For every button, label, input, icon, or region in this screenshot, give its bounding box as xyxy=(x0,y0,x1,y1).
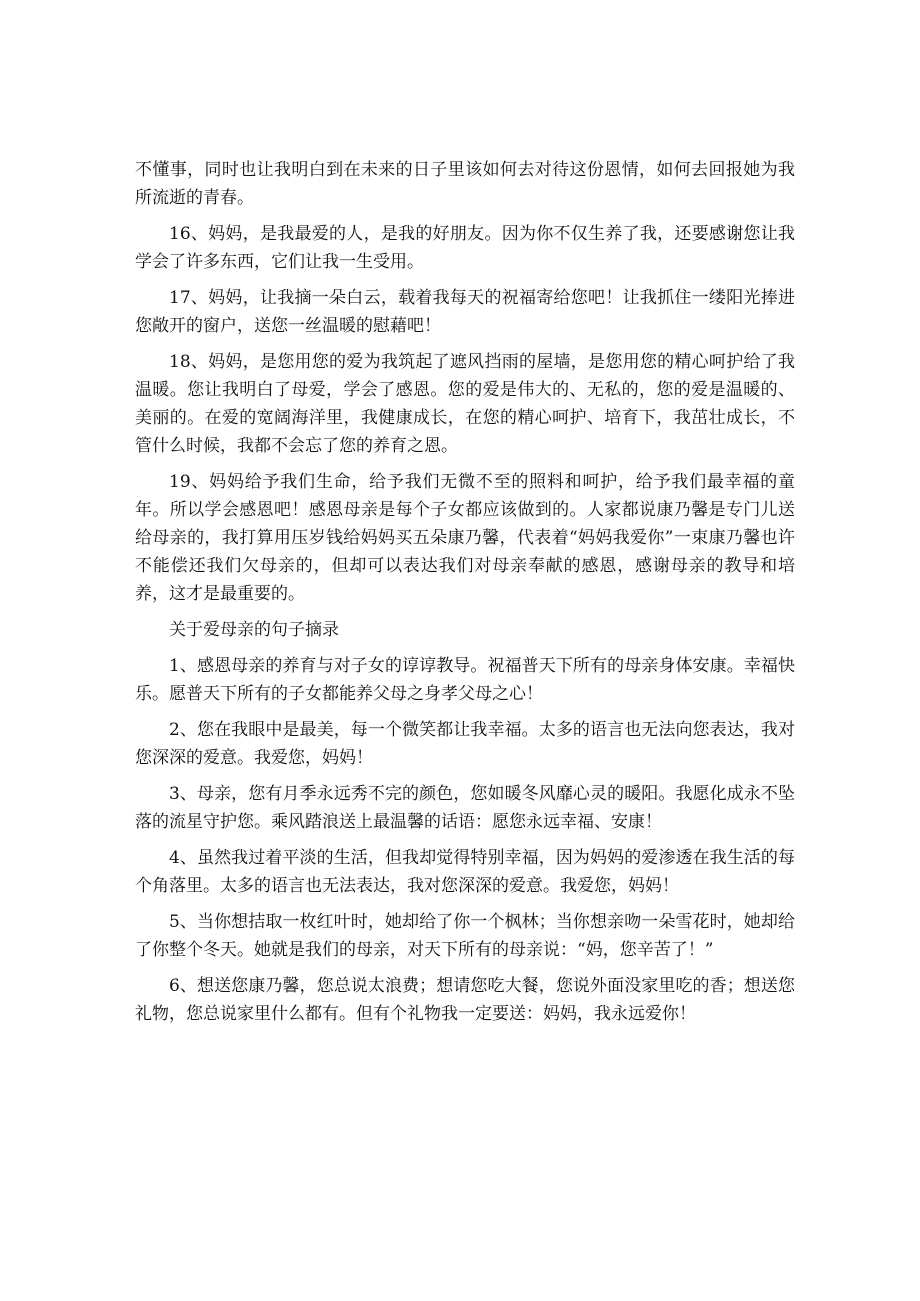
quote-2: 2、您在我眼中是最美，每一个微笑都让我幸福。太多的语言也无法向您表达，我对您深深的爱意。我爱您，妈妈！ xyxy=(135,720,795,768)
paragraph-17: 17、妈妈，让我摘一朵白云，载着我每天的祝福寄给您吧！让我抓住一缕阳光捧进您敞开的窗户，送您一丝温暖的慰藉吧！ xyxy=(135,288,795,336)
document-body xyxy=(135,156,795,1036)
section-heading: 关于爱母亲的句子摘录 xyxy=(169,620,339,640)
quote-4: 4、虽然我过着平淡的生活，但我却觉得特别幸福，因为妈妈的爱渗透在我生活的每个角落里。太多的语言也无法表达，我对您深深的爱意。我爱您，妈妈！ xyxy=(135,848,795,896)
paragraph-16: 16、妈妈，是我最爱的人，是我的好朋友。因为你不仅生养了我，还要感谢您让我学会了许多东西，它们让我一生受用。 xyxy=(135,224,795,272)
paragraph-18: 18、妈妈，是您用您的爱为我筑起了遮风挡雨的屋墙，是您用您的精心呵护给了我温暖。您让我明白了母爱，学会了感恩。您的爱是伟大的、无私的，您的爱是温暖的、美丽的。在爱的宽阔海洋里，我健康成长，在您的精心呵护、培育下，我茁壮成长，不管什么时候，我都不会忘了您的养育之恩。 xyxy=(135,352,795,456)
quote-6: 6、想送您康乃馨，您总说太浪费；想请您吃大餐，您说外面没家里吃的香；想送您礼物，您总说家里什么都有。但有个礼物我一定要送：妈妈，我永远爱你！ xyxy=(135,976,795,1024)
paragraph-19: 19、妈妈给予我们生命，给予我们无微不至的照料和呵护，给予我们最幸福的童年。所以学会感恩吧！感恩母亲是每个子女都应该做到的。人家都说康乃馨是专门儿送给母亲的，我打算用压岁钱给妈妈买五朵康乃馨，代表着“妈妈我爱你”一束康乃馨也许不能偿还我们欠母亲的，但却可以表达我们对母亲奉献的感恩，感谢母亲的教导和培养，这才是最重要的。 xyxy=(135,472,795,604)
quote-3: 3、母亲，您有月季永远秀不完的颜色，您如暖冬风靡心灵的暖阳。我愿化成永不坠落的流星守护您。乘风踏浪送上最温馨的话语：愿您永远幸福、安康！ xyxy=(135,784,795,832)
paragraph-continuation: 不懂事，同时也让我明白到在未来的日子里该如何去对待这份恩情，如何去回报她为我所流逝的青春。 xyxy=(135,160,795,208)
quote-5: 5、当你想拮取一枚红叶时，她却给了你一个枫林；当你想亲吻一朵雪花时，她却给了你整个冬天。她就是我们的母亲，对天下所有的母亲说：“妈，您辛苦了！” xyxy=(135,912,795,960)
quote-1: 1、感恩母亲的养育与对子女的谆谆教导。祝福普天下所有的母亲身体安康。幸福快乐。愿普天下所有的子女都能养父母之身孝父母之心！ xyxy=(135,656,795,704)
